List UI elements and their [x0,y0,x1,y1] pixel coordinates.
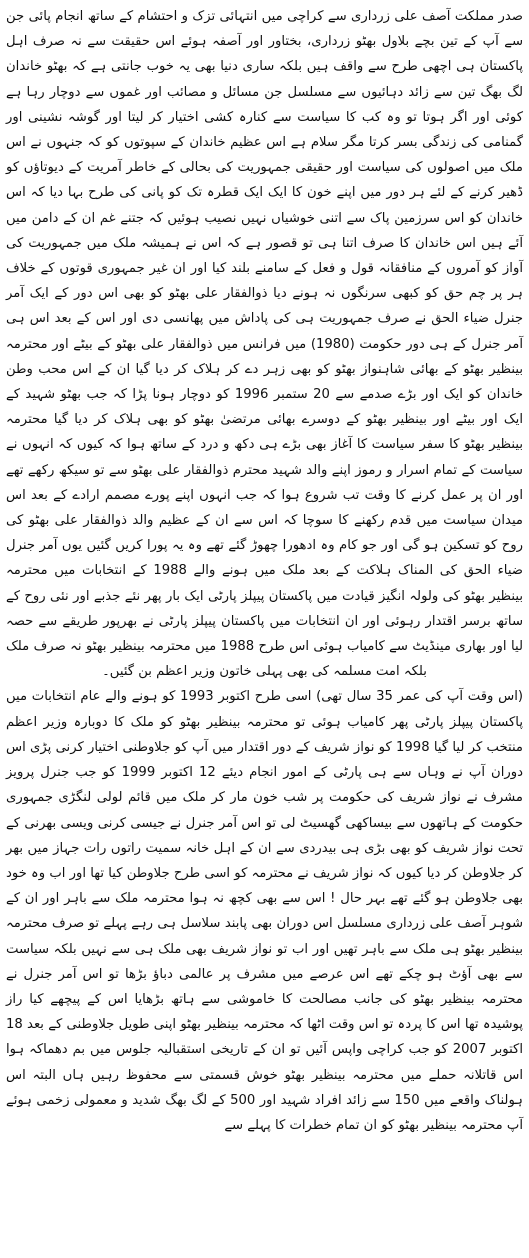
article-paragraph: (اس وقت آپ کی عمر 35 سال تھی) اسی طرح اکتوبر 1993 کو ہونے والے عام انتخابات میں پاکستان پیپلز پارٹی پھر کامیاب ہوئی تو محترمہ بینظیر بھٹو کو ملک کا دوبارہ وزیر اعظم منتخب کر لیا گیا 1998 کو نواز شریف کے دور اقتدار میں آپ کو جلاوطنی اختیار کرنی پڑی اس دوران آپ نے وہاں سے ہی پارٹی کے امور انجام دیئے 12 اکتوبر 1999 کو جب جنرل پرویز مشرف نے نواز شریف کی حکومت پر شب خون مار کر ملک میں قائم لولی لنگڑی جمہوری حکومت کے ہاتھوں سے بیساکھی گھسیٹ لی تو اس آمر جنرل نے جیسی کرنی ویسی بھرنی کے تحت نواز شریف کو بھی بڑی ہی بیدردی سے ان کے اہل خانہ سمیت راتوں رات جہاز میں بھر کر جلاوطن کر دیا کیوں کہ نواز شریف نے محترمہ کو اسی طرح جلاوطن کیا تھا اور اب وہ خود بھی جلاوطن ہو گئے تھے بہر حال ! اس سے بھی کچھ نہ ہوا محترمہ ملک سے باہر اور ان کے شوہر آصف علی زرداری مسلسل اس دوران بھی پابند سلاسل ہی رہے پہلے تو صرف محترمہ بینظیر بھٹو ہی ملک سے باہر تھیں اور اب تو نواز شریف بھی ملک ہی سے نہیں بلکہ سیاست سے بھی آؤٹ ہو چکے تھے اس عرصے میں مشرف پر عالمی دباؤ بڑھا تو اس آمر جنرل نے محترمہ بینظیر بھٹو کی جانب مصالحت کا خاموشی سے ہاتھ بڑھایا اس کے پیچھے کیا راز پوشیدہ تھا اس کا پردہ تو اس وقت اٹھا کہ محترمہ بینظیر بھٹو اپنی طویل جلاوطنی کے بعد 18 اکتوبر 2007 کو جب کراچی واپس آئیں تو ان کے تاریخی استقبالیہ جلوس میں بم دھماکہ ہوا اس قاتلانہ حملے میں محترمہ بینظیر بھٹو خوش قسمتی سے محفوظ رہیں ہاں البتہ اس ہولناک واقعے میں 150 سے زائد افراد شہید اور 500 کے لگ بھگ شدید و معمولی زخمی ہوئے آپ محترمہ بینظیر بھٹو کو ان تمام خطرات کا پہلے سے [6,689,524,1133]
article-body [6,4,523,1138]
article-paragraph: صدر مملکت آصف علی زرداری سے کراچی میں انتہائی تزک و احتشام کے ساتھ انجام پائی جن سے آپ کے تین بچے بلاول بھٹو زرداری، بختاور اور آصفہ ہوئے اس حقیقت سے نہ صرف اہل پاکستان ہی اچھی طرح سے واقف ہیں بلکہ ساری دنیا بھی یہ خوب جانتی ہے کہ بھٹو خاندان لگ بھگ تین سے زائد دہائیوں سے مسلسل جن مسائل و مصائب اور غموں سے دوچار رہا ہے کوئی اور اگر ہوتا تو وہ کب کا سیاست سے کنارہ کشی اختیار کر لیتا اور گوشہ نشینی اور گمنامی کی زندگی بسر کرتا مگر سلام ہے اس عظیم خاندان کے سپوتوں کو کہ جنہوں نے اس ملک میں اصولوں کی سیاست اور حقیقی جمہوریت کی بحالی کے خاطر آمریت کے دیوتاؤں کو ڈھیر کرنے کے لئے ہر دور میں اپنے خون کا ایک ایک قطرہ تک کو پانی کی طرح بہا دیا کہ اس خاندان کو اس سرزمین پاک سے اتنی خوشیاں نہیں نصیب ہوئیں کہ جتنے غم ان کے دامن میں آئے ہیں اس خاندان کا صرف اتنا ہی تو قصور ہے کہ اس نے ہمیشہ ملک میں جمہوریت کی آواز کو آمروں کے منافقانہ قول و فعل کے سامنے بلند کیا اور ان غیر جمہوری قوتوں کے خلاف ہر پر چم حق کو کبھی سرنگوں نہ ہونے دیا ذوالفقار علی بھٹو کو بھی اس دور کے ایک آمر جنرل ضیاء الحق نے صرف جمہوریت ہی کی پاداش میں پھانسی دی اور اس کے بعد اس ہی آمر جنرل کے ہی دور حکومت (1980) میں فرانس میں ذوالفقار علی بھٹو کے بیٹے اور محترمہ بینظیر بھٹو کے بھائی شاہنواز بھٹو کو بھی زہر دے کر ہلاک کر دیا گیا ان کے اس محب وطن خاندان کو ایک اور بڑے صدمے سے 20 ستمبر 1996 کو دوچار ہونا پڑا کہ جب بھٹو شہید کے ایک اور بیٹے اور بینظیر بھٹو کے دوسرے بھائی مرتضیٰ بھٹو کو بھی ہلاک کر دیا گیا محترمہ بینظیر بھٹو کا سفر سیاست کا آغاز بھی بڑے ہی دکھ و درد کے ساتھ ہوا کہ کیوں کہ انہوں نے سیاست کے تمام اسرار و رموز اپنے والد شہید محترم ذوالفقار علی بھٹو سے تو سیکھ رکھے تھے اور ان پر عمل کرنے کا وقت تب شروع ہوا کہ جب انہوں اپنے پورے مصمم ارادے کے بعد اس میدان سیاست میں قدم رکھنے کا سوچا کہ اس سے ان کے عظیم والد ذوالفقار علی بھٹو کی روح کو تسکین ہو گی اور جو کام وہ ادھورا چھوڑ گئے تھے وہ یہ پورا کریں گئیں یوں آمر جنرل ضیاء الحق کی المناک ہلاکت کے بعد ملک میں ہونے والے 1988 کے انتخابات میں محترمہ بینظیر بھٹو کی ولولہ انگیز قیادت میں پاکستان پیپلز پارٹی ایک بار پھر نئے جذبے اور نئی روح کے ساتھ برسر اقتدار رہوئی اور ان انتخابات میں پاکستان پیپلز پارٹی نے بھرپور طریقے سے حصہ لیا اور بھاری مینڈیٹ سے کامیاب ہوئی اس طرح 1988 میں محترمہ بینظیر بھٹو نہ صرف ملک بلکہ امت مسلمہ کی بھی پہلی خاتون وزیر اعظم بن گئیں۔ [6,9,524,680]
